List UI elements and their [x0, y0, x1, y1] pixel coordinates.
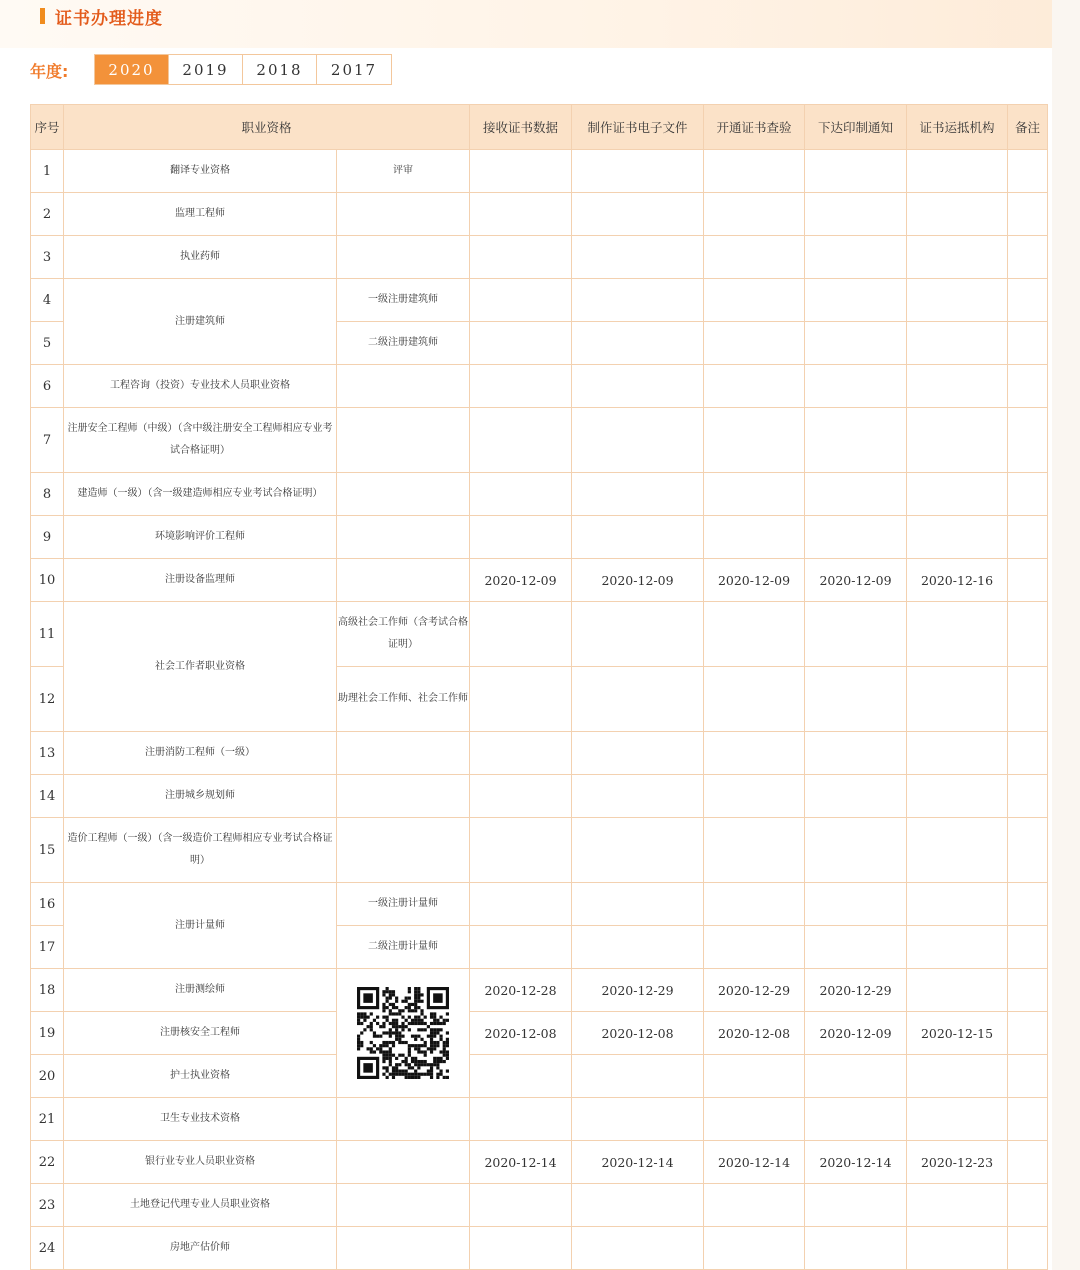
- row-number: 17: [31, 926, 64, 969]
- table-row: [31, 150, 1048, 193]
- cell: [470, 150, 572, 193]
- table-row: [31, 775, 1048, 818]
- qualification-name: 护士执业资格: [64, 1055, 337, 1098]
- cell: [572, 1098, 704, 1141]
- qualification-name: 造价工程师（一级）（含一级造价工程师相应专业考试合格证明）: [64, 818, 337, 883]
- cell: [704, 279, 805, 322]
- year-tab-2019[interactable]: 2019: [169, 55, 243, 84]
- table-row: [31, 365, 1048, 408]
- cell: [805, 667, 907, 732]
- row-number: 10: [31, 559, 64, 602]
- cell: [470, 1227, 572, 1270]
- row-number: 21: [31, 1098, 64, 1141]
- cell: [1008, 559, 1048, 602]
- cell: [470, 1184, 572, 1227]
- table-row: [31, 236, 1048, 279]
- cell: [572, 322, 704, 365]
- cell: [572, 602, 704, 667]
- table-row: [31, 1055, 1048, 1098]
- table-row: [31, 732, 1048, 775]
- cell: [572, 408, 704, 473]
- cell: [704, 602, 805, 667]
- year-tab-2020[interactable]: 2020: [95, 55, 169, 84]
- qualification-name: 卫生专业技术资格: [64, 1098, 337, 1141]
- qualification-name: 监理工程师: [64, 193, 337, 236]
- cell: [704, 365, 805, 408]
- qualification-name: 注册城乡规划师: [64, 775, 337, 818]
- cell: [572, 150, 704, 193]
- table-row: [31, 1141, 1048, 1184]
- cell: [907, 279, 1008, 322]
- cell: [805, 732, 907, 775]
- cell: [470, 667, 572, 732]
- header-open-verify: 开通证书查验: [704, 105, 805, 150]
- cell: [1008, 516, 1048, 559]
- row-number: 8: [31, 473, 64, 516]
- date-open-verify: 2020-12-29: [704, 969, 805, 1012]
- cell: [805, 926, 907, 969]
- cell: [1008, 473, 1048, 516]
- cell: [470, 1098, 572, 1141]
- cell: [572, 732, 704, 775]
- cell: [907, 775, 1008, 818]
- date-make-file: 2020-12-09: [572, 559, 704, 602]
- cell: [337, 408, 470, 473]
- year-tab-2018[interactable]: 2018: [243, 55, 317, 84]
- cell: [704, 1227, 805, 1270]
- date-receive: 2020-12-14: [470, 1141, 572, 1184]
- year-label: 年度:: [30, 62, 69, 81]
- qualification-name: 注册设备监理师: [64, 559, 337, 602]
- cell: [704, 1184, 805, 1227]
- date-make-file: 2020-12-08: [572, 1012, 704, 1055]
- cell: [1008, 775, 1048, 818]
- cell: [1008, 732, 1048, 775]
- cell: [805, 1227, 907, 1270]
- cell: [572, 818, 704, 883]
- cell: [704, 236, 805, 279]
- cell: [1008, 1098, 1048, 1141]
- cell: [337, 1141, 470, 1184]
- cell: [470, 1055, 572, 1098]
- certificate-progress-table: [30, 104, 1048, 1270]
- cell: [572, 473, 704, 516]
- cell: [907, 236, 1008, 279]
- cell: [805, 883, 907, 926]
- cell: [907, 408, 1008, 473]
- cell: [337, 775, 470, 818]
- cell: [572, 667, 704, 732]
- cell: [572, 1227, 704, 1270]
- cell: [470, 732, 572, 775]
- cell: [805, 516, 907, 559]
- date-print-notice: 2020-12-09: [805, 559, 907, 602]
- date-receive: 2020-12-28: [470, 969, 572, 1012]
- cell: [470, 279, 572, 322]
- cell: [907, 602, 1008, 667]
- qualification-name: 社会工作者职业资格: [64, 602, 337, 732]
- cell: [337, 516, 470, 559]
- cell: [470, 365, 572, 408]
- cell: [805, 1098, 907, 1141]
- qualification-sub: 一级注册计量师: [337, 883, 470, 926]
- row-number: 22: [31, 1141, 64, 1184]
- table-row: [31, 516, 1048, 559]
- table-row: [31, 818, 1048, 883]
- cell: [1008, 1227, 1048, 1270]
- cell: [1008, 365, 1048, 408]
- cell: [470, 775, 572, 818]
- table-row: [31, 602, 1048, 667]
- page-title: 证书办理进度: [55, 8, 163, 29]
- header-remarks: 备注: [1008, 105, 1048, 150]
- qualification-name: 注册建筑师: [64, 279, 337, 365]
- cell: [1008, 1184, 1048, 1227]
- cell: [337, 236, 470, 279]
- qualification-name: 工程咨询（投资）专业技术人员职业资格: [64, 365, 337, 408]
- cell: [704, 732, 805, 775]
- cell: [907, 365, 1008, 408]
- cell: [704, 516, 805, 559]
- cell: [572, 1055, 704, 1098]
- row-number: 16: [31, 883, 64, 926]
- row-number: 6: [31, 365, 64, 408]
- cell: [337, 365, 470, 408]
- qualification-sub: 二级注册计量师: [337, 926, 470, 969]
- table-row: [31, 408, 1048, 473]
- qualification-name: 土地登记代理专业人员职业资格: [64, 1184, 337, 1227]
- date-arrival: 2020-12-15: [907, 1012, 1008, 1055]
- cell: [470, 926, 572, 969]
- date-print-notice: 2020-12-29: [805, 969, 907, 1012]
- cell: [470, 473, 572, 516]
- cell: [805, 602, 907, 667]
- cell: [907, 322, 1008, 365]
- cell: [907, 473, 1008, 516]
- cell: [470, 883, 572, 926]
- qr-code-icon: [357, 987, 449, 1079]
- qualification-sub: 一级注册建筑师: [337, 279, 470, 322]
- row-number: 14: [31, 775, 64, 818]
- cell: [337, 193, 470, 236]
- qualification-name: 翻译专业资格: [64, 150, 337, 193]
- cell: [704, 926, 805, 969]
- cell: [470, 236, 572, 279]
- row-number: 11: [31, 602, 64, 667]
- qualification-sub: 高级社会工作师（含考试合格证明）: [337, 602, 470, 667]
- row-number: 13: [31, 732, 64, 775]
- table-row: [31, 1227, 1048, 1270]
- cell: [805, 365, 907, 408]
- header-seq: 序号: [31, 105, 64, 150]
- table-row: [31, 1184, 1048, 1227]
- date-make-file: 2020-12-14: [572, 1141, 704, 1184]
- cell: [470, 516, 572, 559]
- table-row: [31, 969, 1048, 1012]
- cell: [572, 926, 704, 969]
- table-row-highlighted: [31, 1098, 1048, 1141]
- cell: [907, 1055, 1008, 1098]
- date-receive: 2020-12-08: [470, 1012, 572, 1055]
- cell: [704, 818, 805, 883]
- header-make-file: 制作证书电子文件: [572, 105, 704, 150]
- cell: [337, 732, 470, 775]
- date-make-file: 2020-12-29: [572, 969, 704, 1012]
- date-arrival: [907, 969, 1008, 1012]
- header-qualification: 职业资格: [64, 105, 470, 150]
- qualification-name: 环境影响评价工程师: [64, 516, 337, 559]
- row-number: 7: [31, 408, 64, 473]
- cell: [805, 408, 907, 473]
- header-print-notice: 下达印制通知: [805, 105, 907, 150]
- cell: [805, 150, 907, 193]
- row-number: 18: [31, 969, 64, 1012]
- cell: [337, 1098, 470, 1141]
- cell: [907, 818, 1008, 883]
- cell: [1008, 883, 1048, 926]
- cell: [1008, 926, 1048, 969]
- cell: [907, 732, 1008, 775]
- cell: [704, 473, 805, 516]
- row-number: 20: [31, 1055, 64, 1098]
- qualification-name: 银行业专业人员职业资格: [64, 1141, 337, 1184]
- cell: [805, 236, 907, 279]
- date-receive: 2020-12-09: [470, 559, 572, 602]
- qualification-name: 注册消防工程师（一级）: [64, 732, 337, 775]
- cell: [704, 1098, 805, 1141]
- date-arrival: 2020-12-16: [907, 559, 1008, 602]
- date-arrival: 2020-12-23: [907, 1141, 1008, 1184]
- cell: [704, 775, 805, 818]
- row-number: 12: [31, 667, 64, 732]
- cell: [572, 516, 704, 559]
- cell: [1008, 193, 1048, 236]
- table-row: [31, 559, 1048, 602]
- table-row: [31, 1012, 1048, 1055]
- cell: [470, 193, 572, 236]
- cell: [1008, 1012, 1048, 1055]
- qualification-name: 执业药师: [64, 236, 337, 279]
- row-number: 3: [31, 236, 64, 279]
- row-number: 4: [31, 279, 64, 322]
- cell: [1008, 602, 1048, 667]
- cell: [470, 322, 572, 365]
- row-number: 19: [31, 1012, 64, 1055]
- cell: [572, 1184, 704, 1227]
- row-number: 1: [31, 150, 64, 193]
- cell: [572, 193, 704, 236]
- cell: [704, 150, 805, 193]
- qualification-name: 注册核安全工程师: [64, 1012, 337, 1055]
- table-row: [31, 473, 1048, 516]
- cell: [572, 236, 704, 279]
- cell: [337, 473, 470, 516]
- cell: [572, 365, 704, 408]
- cell: [704, 667, 805, 732]
- cell: [805, 818, 907, 883]
- date-open-verify: 2020-12-14: [704, 1141, 805, 1184]
- cell: [805, 193, 907, 236]
- cell: [470, 408, 572, 473]
- cell: [337, 559, 470, 602]
- cell: [907, 926, 1008, 969]
- cell: [470, 818, 572, 883]
- row-number: 24: [31, 1227, 64, 1270]
- cell: [572, 279, 704, 322]
- cell: [805, 1055, 907, 1098]
- date-print-notice: 2020-12-14: [805, 1141, 907, 1184]
- qualification-name: 注册测绘师: [64, 969, 337, 1012]
- date-open-verify: 2020-12-08: [704, 1012, 805, 1055]
- table-row: [31, 193, 1048, 236]
- cell: [470, 602, 572, 667]
- cell: [805, 775, 907, 818]
- row-number: 5: [31, 322, 64, 365]
- cell: [572, 775, 704, 818]
- qr-cell: [337, 969, 470, 1098]
- table-row: [31, 279, 1048, 322]
- cell: [805, 1184, 907, 1227]
- cell: [1008, 1141, 1048, 1184]
- cell: [704, 408, 805, 473]
- qualification-sub: 助理社会工作师、社会工作师: [337, 667, 470, 732]
- cell: [704, 1055, 805, 1098]
- cell: [704, 193, 805, 236]
- cell: [907, 883, 1008, 926]
- cell: [337, 1227, 470, 1270]
- cell: [907, 516, 1008, 559]
- year-tab-2017[interactable]: 2017: [317, 55, 391, 84]
- cell: [1008, 1055, 1048, 1098]
- header-receive-data: 接收证书数据: [470, 105, 572, 150]
- qualification-name: 注册计量师: [64, 883, 337, 969]
- qualification-name: 建造师（一级）（含一级建造师相应专业考试合格证明）: [64, 473, 337, 516]
- cell: [907, 150, 1008, 193]
- cell: [805, 279, 907, 322]
- qualification-sub: 评审: [337, 150, 470, 193]
- cell: [1008, 969, 1048, 1012]
- row-number: 9: [31, 516, 64, 559]
- cell: [1008, 236, 1048, 279]
- cell: [704, 322, 805, 365]
- title-accent-bar: [40, 8, 45, 24]
- right-margin: [1052, 0, 1080, 1270]
- cell: [1008, 667, 1048, 732]
- qualification-name: 房地产估价师: [64, 1227, 337, 1270]
- cell: [907, 1098, 1008, 1141]
- section-title: [40, 5, 163, 27]
- cell: [1008, 818, 1048, 883]
- year-tabs: [94, 54, 392, 85]
- cell: [572, 883, 704, 926]
- cell: [337, 1184, 470, 1227]
- cell: [1008, 150, 1048, 193]
- date-open-verify: 2020-12-09: [704, 559, 805, 602]
- row-number: 23: [31, 1184, 64, 1227]
- header-arrival: 证书运抵机构: [907, 105, 1008, 150]
- cell: [805, 322, 907, 365]
- cell: [907, 1184, 1008, 1227]
- row-number: 2: [31, 193, 64, 236]
- date-print-notice: 2020-12-09: [805, 1012, 907, 1055]
- cell: [704, 883, 805, 926]
- cell: [1008, 279, 1048, 322]
- cell: [337, 818, 470, 883]
- qualification-sub: 二级注册建筑师: [337, 322, 470, 365]
- table-row: [31, 883, 1048, 926]
- cell: [1008, 408, 1048, 473]
- cell: [907, 193, 1008, 236]
- qualification-name: 注册安全工程师（中级）（含中级注册安全工程师相应专业考试合格证明）: [64, 408, 337, 473]
- cell: [907, 1227, 1008, 1270]
- row-number: 15: [31, 818, 64, 883]
- cell: [1008, 322, 1048, 365]
- cell: [805, 473, 907, 516]
- cell: [907, 667, 1008, 732]
- table-header-row: [31, 105, 1048, 150]
